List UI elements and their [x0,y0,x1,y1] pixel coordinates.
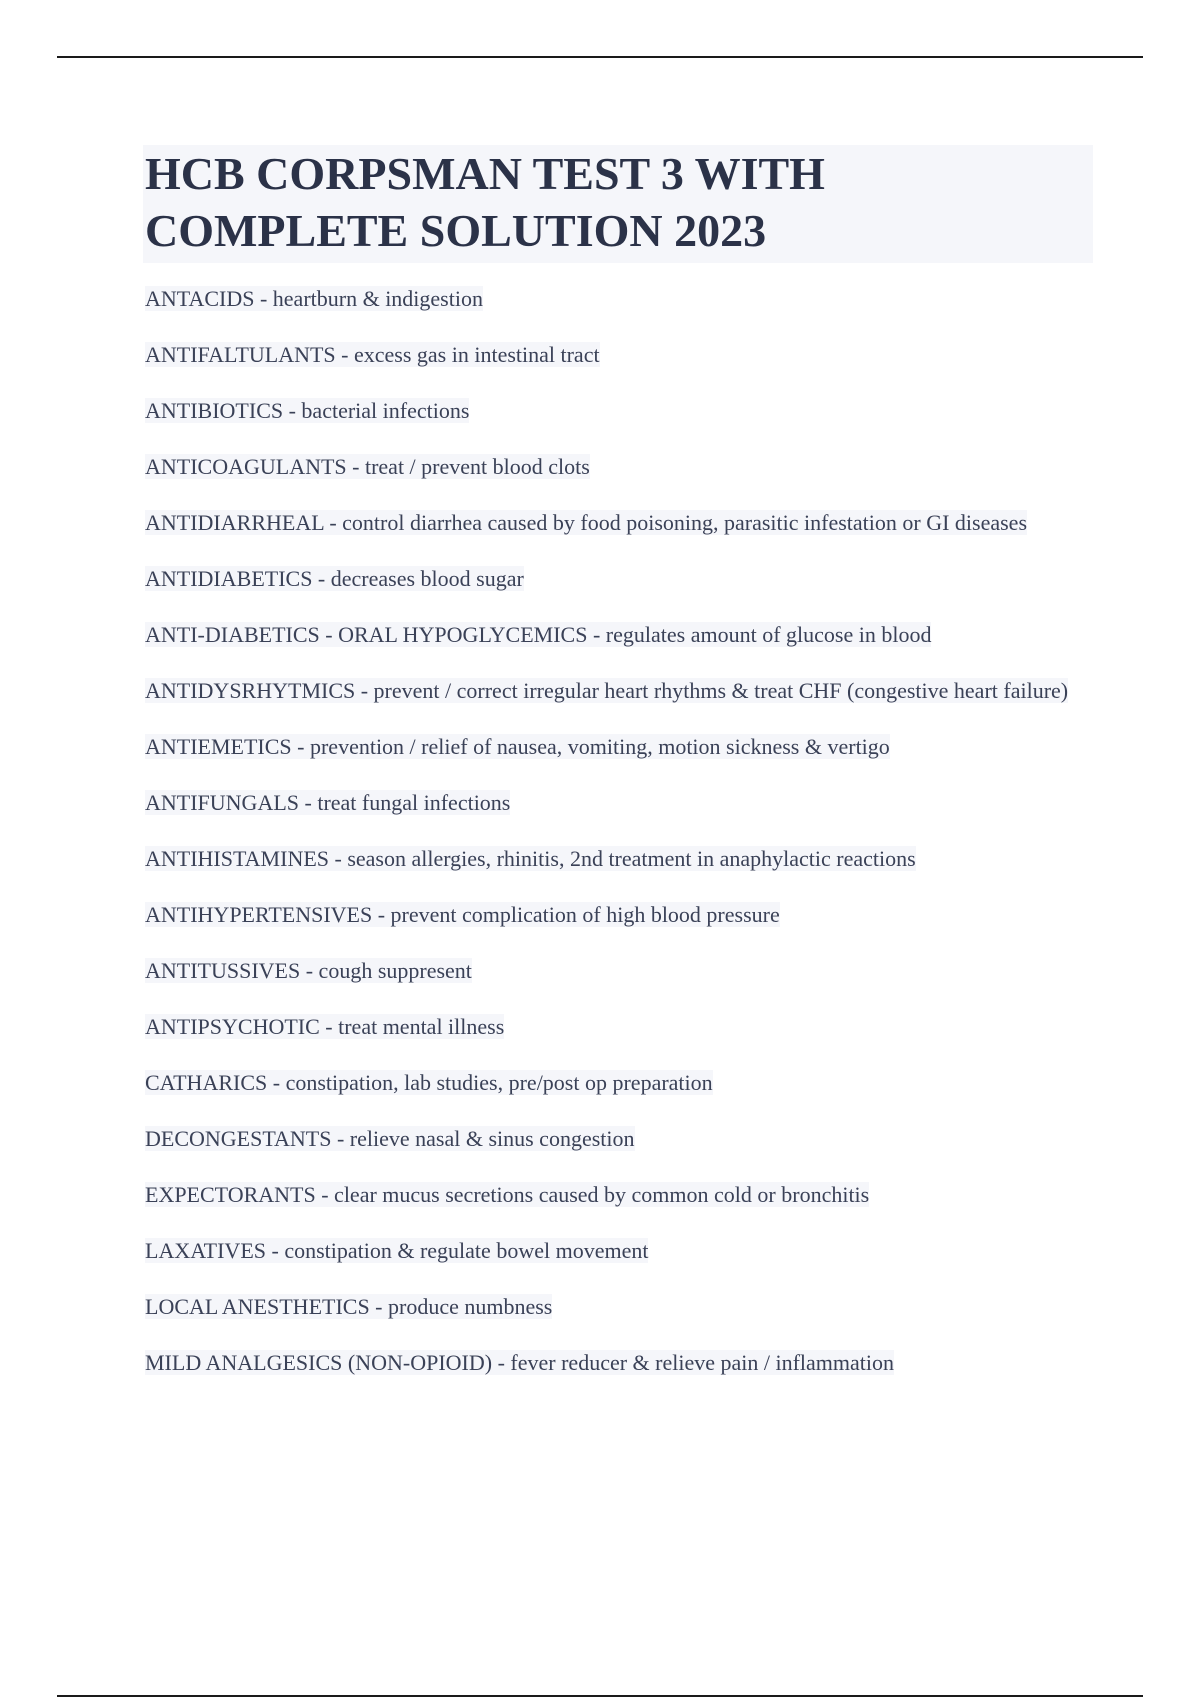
list-item-text: ANTACIDS - heartburn & indigestion [145,286,483,311]
list-item [143,453,1093,481]
list-item [143,1293,1093,1321]
list-item-text: ANTIEMETICS - prevention / relief of nausea, vomiting, motion sickness & vertigo [145,734,890,759]
bottom-divider [57,1695,1143,1697]
list-item [143,565,1093,593]
list-item-text: ANTIDYSRHYTMICS - prevent / correct irregular heart rhythms & treat CHF (congestive heart failure) [145,678,1069,703]
list-item-text: ANTI-DIABETICS - ORAL HYPOGLYCEMICS - regulates amount of glucose in blood [145,622,932,647]
list-item [143,1125,1093,1153]
list-item [143,789,1093,817]
list-item-text: ANTIHYPERTENSIVES - prevent complication of high blood pressure [145,902,780,927]
list-item-text: ANTIDIARRHEAL - control diarrhea caused by food poisoning, parasitic infestation or GI diseases [145,510,1028,535]
list-item [143,957,1093,985]
document-body [143,145,1093,1405]
list-item [143,621,1093,649]
list-item-text: ANTIDIABETICS - decreases blood sugar [145,566,524,591]
list-item-text: ANTIFUNGALS - treat fungal infections [145,790,511,815]
list-item [143,509,1093,537]
list-item [143,1349,1093,1377]
list-item [143,1069,1093,1097]
list-item [143,1237,1093,1265]
drug-class-list [143,285,1093,1377]
list-item-text: MILD ANALGESICS (NON-OPIOID) - fever reducer & relieve pain / inflammation [145,1350,895,1375]
list-item [143,1013,1093,1041]
list-item [143,285,1093,313]
list-item-text: ANTIPSYCHOTIC - treat mental illness [145,1014,505,1039]
list-item-text: CATHARICS - constipation, lab studies, pre/post op preparation [145,1070,713,1095]
list-item-text: ANTICOAGULANTS - treat / prevent blood clots [145,454,590,479]
list-item-text: ANTIHISTAMINES - season allergies, rhinitis, 2nd treatment in anaphylactic reactions [145,846,916,871]
list-item [143,845,1093,873]
list-item [143,397,1093,425]
list-item-text: DECONGESTANTS - relieve nasal & sinus congestion [145,1126,635,1151]
list-item-text: ANTITUSSIVES - cough suppresent [145,958,472,983]
top-divider [57,56,1143,58]
title-block [143,145,1093,263]
list-item-text: ANTIFALTULANTS - excess gas in intestinal tract [145,342,600,367]
list-item [143,901,1093,929]
list-item [143,341,1093,369]
list-item-text: LOCAL ANESTHETICS - produce numbness [145,1294,553,1319]
list-item [143,733,1093,761]
document-title: HCB CORPSMAN TEST 3 WITH COMPLETE SOLUTION 2023 [145,148,825,256]
list-item-text: LAXATIVES - constipation & regulate bowel movement [145,1238,649,1263]
list-item [143,677,1093,705]
list-item [143,1181,1093,1209]
list-item-text: ANTIBIOTICS - bacterial infections [145,398,470,423]
list-item-text: EXPECTORANTS - clear mucus secretions caused by common cold or bronchitis [145,1182,870,1207]
